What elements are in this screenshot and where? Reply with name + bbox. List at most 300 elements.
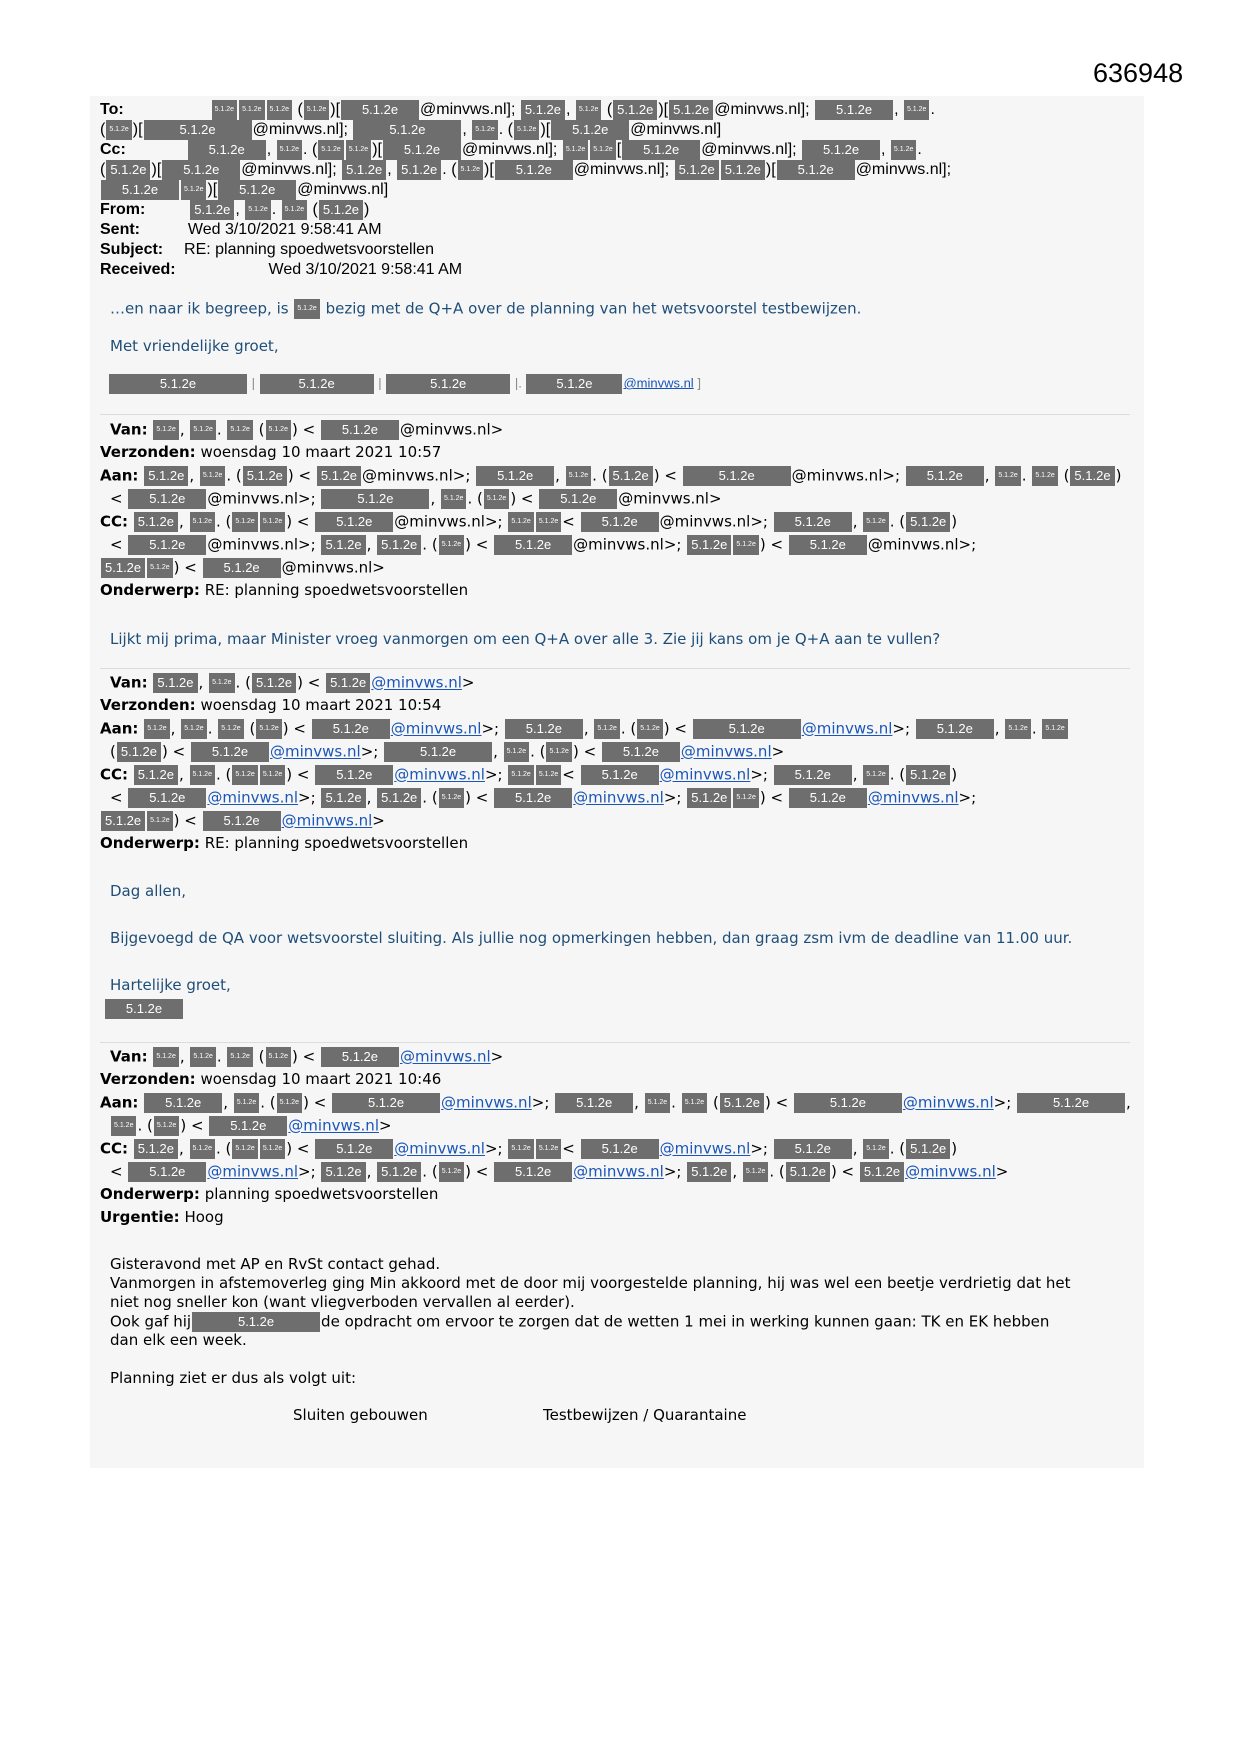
body-text: bezig met de Q+A over de planning van het wetsvoorstel testbewijzen. [325, 299, 862, 318]
msg4-onderwerp [100, 1185, 438, 1204]
redaction: 5.1.2e [153, 1047, 178, 1067]
sent-value: woensdag 10 maart 2021 10:46 [200, 1070, 442, 1088]
msg3-van: Van: 5.1.2e , 5.1.2e . ( 5.1.2e ) < 5.1.2e @minvws.nl> [110, 673, 475, 692]
redaction: 5.1.2e [321, 1047, 399, 1067]
msg4-urgentie [100, 1208, 224, 1227]
msg3-cc-2: < 5.1.2e @minvws.nl>; 5.1.2e , 5.1.2e . ( 5.1.2e ) < 5.1.2e @minvws.nl>; 5.1.2e 5.1.2e ) < 5.1.2e @minvws.nl>; [110, 788, 977, 807]
email-domain: @minvws.nl [394, 512, 485, 531]
redaction: 5.1.2e [377, 788, 421, 808]
msg3-cc-3: 5.1.2e 5.1.2e ) < 5.1.2e @minvws.nl> [100, 811, 385, 831]
msg4-verzonden [100, 1070, 441, 1089]
redaction: 5.1.2e [106, 120, 131, 140]
redaction: 5.1.2e [514, 120, 539, 140]
msg4-body-1: Gisteravond met AP en RvSt contact gehad. [110, 1255, 441, 1273]
msg4-body-2: Vanmorgen in afstemoverleg ging Min akkoord met de door mij voorgestelde planning, hij was wel een beetje verdrietig dat het [110, 1274, 1071, 1292]
redaction: 5.1.2e [458, 160, 483, 180]
email-domain: @minvws.nl [420, 101, 507, 119]
redaction: 5.1.2e [397, 160, 441, 180]
redaction: 5.1.2e [282, 200, 307, 220]
cc-label: CC: [100, 512, 129, 531]
onderwerp-label: Onderwerp: [100, 834, 200, 852]
redaction: 5.1.2e [243, 466, 287, 486]
redaction: 5.1.2e [476, 466, 554, 486]
redaction: 5.1.2e [128, 535, 206, 555]
redaction: 5.1.2e [245, 200, 270, 220]
redaction: 5.1.2e [613, 100, 657, 120]
redaction: 5.1.2e [260, 374, 374, 394]
redaction: 5.1.2e [312, 719, 390, 739]
redaction: 5.1.2e [277, 1093, 302, 1113]
redaction: 5.1.2e [239, 100, 264, 120]
redaction: 5.1.2e [720, 1093, 764, 1113]
subject-value: RE: planning spoedwetsvoorstellen [184, 241, 434, 258]
email-domain: @minvws.nl [573, 161, 661, 179]
redaction: 5.1.2e [863, 512, 888, 532]
redaction: 5.1.2e [154, 1116, 179, 1136]
redaction: 5.1.2e [181, 180, 206, 200]
redaction: 5.1.2e [190, 1047, 215, 1067]
msg3-verzonden [100, 696, 441, 715]
redaction: 5.1.2e [190, 512, 215, 532]
redaction: 5.1.2e [774, 1139, 852, 1159]
email-link[interactable]: @minvws.nl [573, 788, 664, 807]
redaction: 5.1.2e [1032, 466, 1057, 486]
cc-line-1: Cc: 5.1.2e , 5.1.2e . ( 5.1.2e 5.1.2e )[ 5.1.2e @minvws.nl]; 5.1.2e 5.1.2e [ 5.1.2e @minvws.nl]; 5.1.2e , 5.1.2e . [100, 141, 922, 159]
redaction: 5.1.2e [508, 512, 533, 532]
sent-value: woensdag 10 maart 2021 10:54 [200, 696, 442, 714]
redaction: 5.1.2e [191, 742, 269, 762]
redaction: 5.1.2e [687, 788, 731, 808]
signature-line: 5.1.2e | 5.1.2e | 5.1.2e |. 5.1.2e @minvws.nl ] [108, 374, 701, 394]
redaction: 5.1.2e [101, 180, 179, 200]
redaction: 5.1.2e [384, 742, 492, 762]
email-domain: @minvws.nl [241, 161, 328, 179]
msg3-greeting: Hartelijke groet, [110, 976, 231, 994]
msg3-salutation: Dag allen, [110, 882, 187, 900]
email-domain: @minvws.nl [701, 141, 788, 159]
msg2-body: Lijkt mij prima, maar Minister vroeg vanmorgen om een Q+A over alle 3. Zie jij kans om je Q+A aan te vullen? [110, 630, 941, 648]
redaction: 5.1.2e [252, 673, 296, 693]
redaction: 5.1.2e [576, 100, 601, 120]
redaction: 5.1.2e [128, 489, 206, 509]
redaction: 5.1.2e [563, 140, 588, 160]
redaction: 5.1.2e [101, 811, 145, 831]
redaction: 5.1.2e [581, 765, 659, 785]
redaction: 5.1.2e [526, 374, 622, 394]
redaction: 5.1.2e [786, 1162, 830, 1182]
redaction: 5.1.2e [190, 420, 215, 440]
redaction: 5.1.2e [321, 1162, 365, 1182]
redaction: 5.1.2e [1017, 1093, 1125, 1113]
redaction: 5.1.2e [209, 1116, 287, 1136]
redaction: 5.1.2e [111, 1116, 136, 1136]
redaction: 5.1.2e [687, 535, 731, 555]
redaction: 5.1.2e [326, 673, 370, 693]
email-link[interactable]: @minvws.nl [288, 1116, 379, 1135]
redaction: 5.1.2e [508, 1139, 533, 1159]
redaction: 5.1.2e [266, 420, 291, 440]
msg4-body-4 [110, 1312, 1049, 1332]
to-line-1: To: 5.1.2e 5.1.2e 5.1.2e ( 5.1.2e )[ 5.1.2e @minvws.nl]; 5.1.2e , 5.1.2e ( 5.1.2e )[ 5.1.2e @minvws.nl]; 5.1.2e , 5.1.2e . [100, 101, 935, 119]
redaction: 5.1.2e [669, 100, 713, 120]
redaction: 5.1.2e [590, 140, 615, 160]
redaction: 5.1.2e [321, 420, 399, 440]
redaction: 5.1.2e [144, 120, 252, 140]
email-domain: @minvws.nl [252, 121, 340, 139]
redaction: 5.1.2e [190, 200, 234, 220]
email-link[interactable]: @minvws.nl [371, 673, 462, 692]
redaction: 5.1.2e [484, 489, 509, 509]
redaction: 5.1.2e [267, 100, 292, 120]
msg2-cc-3: 5.1.2e 5.1.2e ) < 5.1.2e @minvws.nl> [100, 558, 385, 578]
verzonden-label: Verzonden: [100, 443, 196, 461]
subject-value: RE: planning spoedwetsvoorstellen [204, 581, 469, 599]
redaction: 5.1.2e [609, 466, 653, 486]
redaction: 5.1.2e [353, 120, 461, 140]
redaction: 5.1.2e [581, 1139, 659, 1159]
subject-value: planning spoedwetsvoorstellen [204, 1185, 439, 1203]
redaction: 5.1.2e [321, 535, 365, 555]
email-domain: @minvws.nl [867, 535, 959, 554]
received-line [100, 260, 462, 279]
redaction: 5.1.2e [904, 100, 929, 120]
redaction: 5.1.2e [536, 1139, 561, 1159]
redaction: 5.1.2e [294, 299, 319, 319]
redaction: 5.1.2e [317, 466, 361, 486]
redaction: 5.1.2e [153, 673, 197, 693]
redaction: 5.1.2e [581, 512, 659, 532]
cc-label: Cc: [100, 141, 126, 159]
email-link[interactable]: @minvws.nl [905, 1162, 996, 1181]
email-domain: @minvws.nl [791, 466, 883, 485]
redaction: 5.1.2e [777, 160, 855, 180]
redaction: 5.1.2e [916, 719, 994, 739]
redaction: 5.1.2e [622, 140, 700, 160]
redaction: 5.1.2e [117, 742, 161, 762]
email-domain: @minvws.nl [362, 466, 453, 485]
msg4-body-3: niet nog sneller kon (want vliegverboden vervallen al eerder). [110, 1293, 575, 1311]
redaction: 5.1.2e [521, 100, 565, 120]
email-link[interactable]: @minvws.nl [281, 811, 373, 830]
redaction: 5.1.2e [794, 1093, 902, 1113]
email-link[interactable]: @minvws.nl [623, 375, 694, 391]
msg2-van: Van: 5.1.2e , 5.1.2e . 5.1.2e ( 5.1.2e ) < 5.1.2e @minvws.nl> [110, 420, 504, 439]
redaction: 5.1.2e [906, 1139, 950, 1159]
redaction: 5.1.2e [227, 420, 252, 440]
redaction: 5.1.2e [733, 788, 758, 808]
redaction: 5.1.2e [439, 535, 464, 555]
aan-label: Aan: [100, 1093, 139, 1112]
redaction: 5.1.2e [733, 535, 758, 555]
msg3-onderwerp [100, 834, 468, 853]
redaction: 5.1.2e [536, 512, 561, 532]
msg3-body: Bijgevoegd de QA voor wetsvoorstel sluiting. Als jullie nog opmerkingen hebben, dan graag zsm ivm de deadline van 11.00 uur. [110, 929, 1073, 947]
document-id: 636948 [1093, 58, 1184, 88]
sent-value: Wed 3/10/2021 9:58:41 AM [187, 221, 382, 238]
email-domain: @minvws.nl [714, 101, 801, 119]
redaction: 5.1.2e [494, 1162, 572, 1182]
redaction: 5.1.2e [1005, 719, 1030, 739]
redaction: 5.1.2e [134, 765, 178, 785]
to-label: To: [100, 101, 124, 119]
msg4-body-5: dan elk een week. [110, 1331, 247, 1349]
cc-label: CC: [100, 1139, 129, 1158]
outer-greeting: Met vriendelijke groet, [110, 337, 279, 355]
email-link[interactable]: @minvws.nl [801, 719, 893, 738]
redaction: 5.1.2e [321, 489, 429, 509]
msg2-verzonden [100, 443, 441, 462]
email-domain: @minvws.nl [399, 420, 491, 439]
redaction: 5.1.2e [472, 120, 497, 140]
redaction: 5.1.2e [134, 1139, 178, 1159]
email-domain: @minvws.nl [630, 121, 717, 139]
email-link[interactable]: @minvws.nl [680, 742, 772, 761]
subject-label: Subject: [100, 241, 164, 258]
redaction: 5.1.2e [342, 160, 386, 180]
redaction: 5.1.2e [504, 742, 529, 762]
email-link[interactable]: @minvws.nl [659, 1139, 751, 1158]
redaction: 5.1.2e [260, 765, 285, 785]
msg3-aan-1: Aan: 5.1.2e , 5.1.2e . 5.1.2e ( 5.1.2e ) < 5.1.2e @minvws.nl>; 5.1.2e , 5.1.2e . ( 5.1.2e ) < 5.1.2e @minvws.nl>; 5.1.2e , 5.1.2e . 5.1.2e [100, 719, 1069, 739]
from-label: From: [100, 201, 146, 219]
redaction: 5.1.2e [106, 160, 150, 180]
redaction: 5.1.2e [203, 811, 281, 831]
redaction: 5.1.2e [377, 1162, 421, 1182]
redaction: 5.1.2e [802, 140, 880, 160]
redaction: 5.1.2e [144, 466, 188, 486]
redaction: 5.1.2e [234, 1093, 259, 1113]
redaction: 5.1.2e [190, 765, 215, 785]
redaction: 5.1.2e [505, 719, 583, 739]
redaction: 5.1.2e [860, 1162, 904, 1182]
redaction: 5.1.2e [551, 120, 629, 140]
redaction: 5.1.2e [683, 466, 791, 486]
urgentie-label: Urgentie: [100, 1208, 180, 1226]
body-text: de opdracht om ervoor te zorgen dat de wetten 1 mei in werking kunnen gaan: TK en EK hebben [321, 1312, 1050, 1331]
email-link[interactable]: @minvws.nl [659, 765, 751, 784]
email-link[interactable]: @minvws.nl [573, 1162, 664, 1181]
cc-label: CC: [100, 765, 129, 784]
redaction: 5.1.2e [539, 489, 617, 509]
subject-value: RE: planning spoedwetsvoorstellen [204, 834, 469, 852]
redaction: 5.1.2e [774, 765, 852, 785]
redaction: 5.1.2e [266, 1047, 291, 1067]
redaction: 5.1.2e [995, 466, 1020, 486]
redaction: 5.1.2e [508, 765, 533, 785]
redaction: 5.1.2e [181, 719, 206, 739]
redaction: 5.1.2e [743, 1162, 768, 1182]
redaction: 5.1.2e [304, 100, 329, 120]
redaction: 5.1.2e [906, 512, 950, 532]
aan-label: Aan: [100, 719, 139, 738]
email-domain: @minvws.nl [281, 558, 373, 577]
to-line-2: ( 5.1.2e )[ 5.1.2e @minvws.nl]; 5.1.2e , 5.1.2e . ( 5.1.2e )[ 5.1.2e @minvws.nl] [100, 121, 722, 139]
plan-column-2: Testbewijzen / Quarantaine [543, 1406, 747, 1424]
redaction: 5.1.2e [315, 765, 393, 785]
redaction: 5.1.2e [594, 719, 619, 739]
redaction: 5.1.2e [602, 742, 680, 762]
msg2-aan-1: Aan: 5.1.2e , 5.1.2e . ( 5.1.2e ) < 5.1.2e @minvws.nl>; 5.1.2e , 5.1.2e . ( 5.1.2e ) < 5.1.2e @minvws.nl>; 5.1.2e , 5.1.2e . 5.1.2e ( 5.1.2e ) [100, 466, 1122, 485]
van-label: Van: [110, 673, 148, 692]
msg2-aan-2: < 5.1.2e @minvws.nl>; 5.1.2e , 5.1.2e . ( 5.1.2e ) < 5.1.2e @minvws.nl> [110, 489, 722, 508]
cc-line-2: ( 5.1.2e )[ 5.1.2e @minvws.nl]; 5.1.2e , 5.1.2e . ( 5.1.2e )[ 5.1.2e @minvws.nl]; 5.1.2e 5.1.2e )[ 5.1.2e @minvws.nl]; [100, 161, 952, 179]
onderwerp-label: Onderwerp: [100, 1185, 200, 1203]
redaction: 5.1.2e [494, 535, 572, 555]
redaction: 5.1.2e [134, 512, 178, 532]
redaction: 5.1.2e [906, 466, 984, 486]
redaction: 5.1.2e [332, 1093, 440, 1113]
redaction: 5.1.2e [439, 1162, 464, 1182]
redaction: 5.1.2e [341, 100, 419, 120]
email-domain: @minvws.nl [461, 141, 549, 159]
sent-label: Sent: [100, 221, 140, 238]
redaction: 5.1.2e [682, 1093, 707, 1113]
redaction: 5.1.2e [637, 719, 662, 739]
subject-line [100, 240, 434, 259]
body-text: Ook gaf hij [110, 1312, 192, 1331]
msg3-aan-2: ( 5.1.2e ) < 5.1.2e @minvws.nl>; 5.1.2e , 5.1.2e . ( 5.1.2e ) < 5.1.2e @minvws.nl> [110, 742, 785, 761]
redaction: 5.1.2e [209, 673, 234, 693]
msg2-onderwerp [100, 581, 468, 600]
separator [100, 1042, 1130, 1043]
msg4-van: Van: 5.1.2e , 5.1.2e . 5.1.2e ( 5.1.2e ) < 5.1.2e @minvws.nl> [110, 1047, 504, 1066]
redaction: 5.1.2e [383, 140, 461, 160]
redaction: 5.1.2e [232, 1139, 257, 1159]
email-domain: @minvws.nl [207, 489, 299, 508]
redaction: 5.1.2e [128, 788, 206, 808]
redaction: 5.1.2e [218, 180, 296, 200]
redaction: 5.1.2e [260, 1139, 285, 1159]
redaction: 5.1.2e [147, 558, 172, 578]
redaction: 5.1.2e [321, 788, 365, 808]
redaction: 5.1.2e [1042, 719, 1067, 739]
redaction: 5.1.2e [315, 1139, 393, 1159]
email-link[interactable]: @minvws.nl [394, 765, 485, 784]
redaction: 5.1.2e [162, 160, 240, 180]
redaction: 5.1.2e [232, 512, 257, 532]
outer-body-line [110, 299, 861, 319]
received-label: Received: [100, 261, 176, 278]
email-link[interactable]: @minvws.nl [269, 742, 361, 761]
plan-column-1: Sluiten gebouwen [293, 1406, 428, 1424]
redaction: 5.1.2e [1070, 466, 1114, 486]
email-link[interactable]: @minvws.nl [902, 1093, 994, 1112]
separator [100, 668, 1130, 669]
verzonden-label: Verzonden: [100, 696, 196, 714]
redaction: 5.1.2e [212, 100, 237, 120]
redaction: 5.1.2e [377, 535, 421, 555]
redaction: 5.1.2e [105, 999, 183, 1019]
redaction: 5.1.2e [687, 1162, 731, 1182]
redaction: 5.1.2e [232, 765, 257, 785]
redaction: 5.1.2e [188, 140, 266, 160]
redaction: 5.1.2e [546, 742, 571, 762]
email-domain: @minvws.nl [855, 161, 943, 179]
redaction: 5.1.2e [439, 788, 464, 808]
redaction: 5.1.2e [386, 374, 510, 394]
separator [100, 414, 1130, 415]
email-domain: @minvws.nl [297, 181, 384, 199]
redaction: 5.1.2e [218, 719, 243, 739]
redaction: 5.1.2e [789, 788, 867, 808]
redaction: 5.1.2e [277, 140, 302, 160]
redaction: 5.1.2e [346, 140, 371, 160]
cc-line-3: 5.1.2e 5.1.2e )[ 5.1.2e @minvws.nl] [100, 180, 388, 200]
van-label: Van: [110, 420, 148, 439]
body-prefix: …en naar ik begreep, is [110, 299, 289, 318]
email-link[interactable]: @minvws.nl [207, 1162, 299, 1181]
email-link[interactable]: @minvws.nl [390, 719, 482, 738]
redaction: 5.1.2e [260, 512, 285, 532]
redaction: 5.1.2e [906, 765, 950, 785]
from-line: From: 5.1.2e , 5.1.2e . 5.1.2e ( 5.1.2e ) [100, 201, 370, 219]
redaction: 5.1.2e [891, 140, 916, 160]
urgency-value: Hoog [184, 1208, 224, 1226]
redaction: 5.1.2e [315, 512, 393, 532]
msg4-cc-1: CC: 5.1.2e , 5.1.2e . ( 5.1.2e 5.1.2e ) < 5.1.2e @minvws.nl>; 5.1.2e 5.1.2e < 5.1.2e @minvws.nl>; 5.1.2e , 5.1.2e . ( 5.1.2e ) [100, 1139, 958, 1158]
msg2-cc-1: CC: 5.1.2e , 5.1.2e . ( 5.1.2e 5.1.2e ) < 5.1.2e @minvws.nl>; 5.1.2e 5.1.2e < 5.1.2e @minvws.nl>; 5.1.2e , 5.1.2e . ( 5.1.2e ) [100, 512, 958, 531]
redaction: 5.1.2e [256, 719, 281, 739]
msg4-aan-2: 5.1.2e . ( 5.1.2e ) < 5.1.2e @minvws.nl> [110, 1116, 392, 1136]
email-link[interactable]: @minvws.nl [399, 1047, 491, 1066]
redaction: 5.1.2e [147, 811, 172, 831]
email-link[interactable]: @minvws.nl [394, 1139, 485, 1158]
redaction: 5.1.2e [566, 466, 591, 486]
redaction: 5.1.2e [536, 765, 561, 785]
redaction: 5.1.2e [153, 420, 178, 440]
redaction: 5.1.2e [203, 558, 281, 578]
msg4-plan-intro: Planning ziet er dus als volgt uit: [110, 1369, 357, 1387]
redaction: 5.1.2e [318, 140, 343, 160]
redaction: 5.1.2e [319, 200, 363, 220]
sent-line [100, 220, 382, 239]
aan-label: Aan: [100, 466, 139, 485]
redaction: 5.1.2e [109, 374, 247, 394]
redaction: 5.1.2e [128, 1162, 206, 1182]
redaction: 5.1.2e [227, 1047, 252, 1067]
email-link[interactable]: @minvws.nl [867, 788, 959, 807]
msg4-aan-1: Aan: 5.1.2e , 5.1.2e . ( 5.1.2e ) < 5.1.2e @minvws.nl>; 5.1.2e , 5.1.2e . 5.1.2e ( 5.1.2e ) < 5.1.2e @minvws.nl>; 5.1.2e , [100, 1093, 1131, 1112]
redaction: 5.1.2e [192, 1312, 320, 1332]
email-domain: @minvws.nl [659, 512, 751, 531]
redaction: 5.1.2e [190, 1139, 215, 1159]
van-label: Van: [110, 1047, 148, 1066]
email-link[interactable]: @minvws.nl [441, 1093, 532, 1112]
msg4-cc-2: < 5.1.2e @minvws.nl>; 5.1.2e , 5.1.2e . ( 5.1.2e ) < 5.1.2e @minvws.nl>; 5.1.2e , 5.1.2e . ( 5.1.2e ) < 5.1.2e @minvws.nl> [110, 1162, 1009, 1181]
redaction: 5.1.2e [675, 160, 719, 180]
redaction: 5.1.2e [863, 1139, 888, 1159]
received-value: Wed 3/10/2021 9:58:41 AM [268, 261, 463, 278]
email-link[interactable]: @minvws.nl [207, 788, 299, 807]
msg3-cc-1: CC: 5.1.2e , 5.1.2e . ( 5.1.2e 5.1.2e ) < 5.1.2e @minvws.nl>; 5.1.2e 5.1.2e < 5.1.2e @minvws.nl>; 5.1.2e , 5.1.2e . ( 5.1.2e ) [100, 765, 958, 784]
sent-value: woensdag 10 maart 2021 10:57 [200, 443, 442, 461]
redaction: 5.1.2e [693, 719, 801, 739]
redaction: 5.1.2e [101, 558, 145, 578]
email-domain: @minvws.nl [573, 535, 664, 554]
redaction: 5.1.2e [555, 1093, 633, 1113]
onderwerp-label: Onderwerp: [100, 581, 200, 599]
email-domain: @minvws.nl [207, 535, 299, 554]
redaction: 5.1.2e [495, 160, 573, 180]
email-domain: @minvws.nl [618, 489, 709, 508]
redaction: 5.1.2e [645, 1093, 670, 1113]
redaction: 5.1.2e [815, 100, 893, 120]
verzonden-label: Verzonden: [100, 1070, 196, 1088]
redaction: 5.1.2e [789, 535, 867, 555]
redaction: 5.1.2e [494, 788, 572, 808]
redaction: 5.1.2e [144, 719, 169, 739]
redaction: 5.1.2e [721, 160, 765, 180]
